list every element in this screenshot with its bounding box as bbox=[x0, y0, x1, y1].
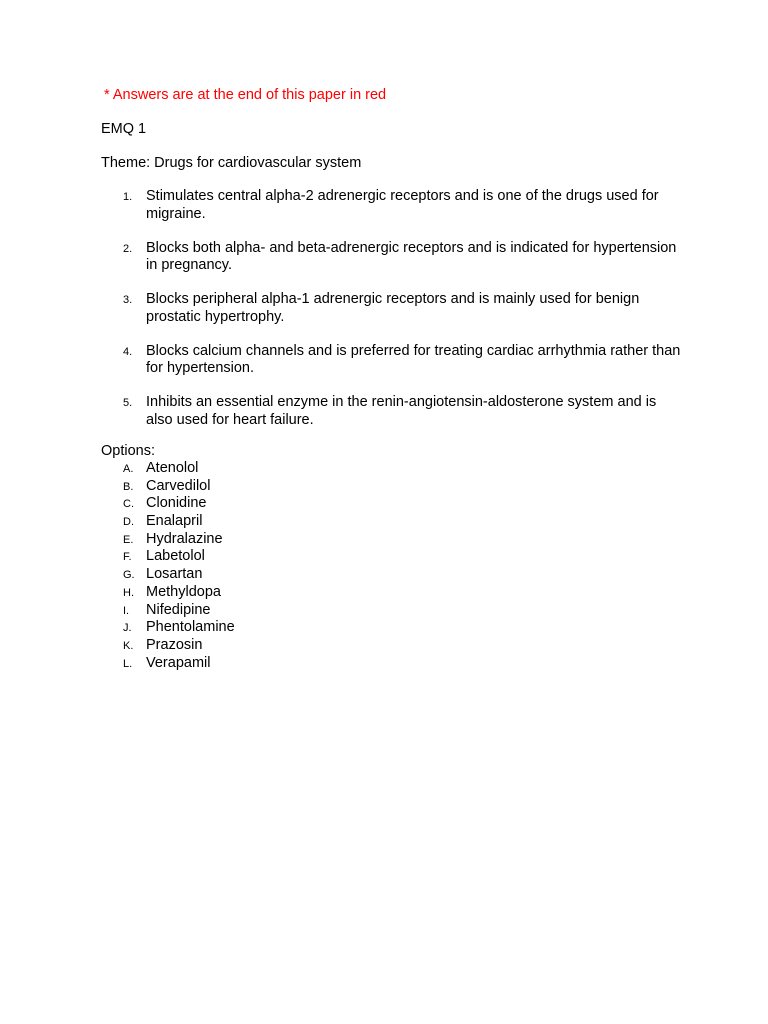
option-item bbox=[101, 460, 235, 478]
option-letter: C. bbox=[123, 498, 134, 511]
question-number: 3. bbox=[123, 294, 133, 306]
option-letter: F. bbox=[123, 551, 132, 564]
question-text: Blocks both alpha- and beta-adrenergic receptors and is indicated for hypertension in pregnancy. bbox=[146, 239, 677, 273]
option-text: Methyldopa bbox=[146, 583, 221, 600]
option-item bbox=[101, 602, 235, 620]
option-item bbox=[101, 637, 235, 655]
question-text: Stimulates central alpha-2 adrenergic receptors and is one of the drugs used for migraine. bbox=[146, 188, 659, 222]
question-item bbox=[101, 343, 681, 378]
option-item bbox=[101, 531, 235, 549]
option-text: Nifedipine bbox=[146, 601, 211, 618]
option-text: Clonidine bbox=[146, 495, 207, 512]
answers-note: * Answers are at the end of this paper in red bbox=[104, 87, 387, 103]
question-number: 4. bbox=[123, 345, 133, 358]
question-item bbox=[101, 188, 681, 223]
option-item bbox=[101, 495, 235, 513]
option-letter: G. bbox=[123, 569, 135, 582]
option-text: Labetolol bbox=[146, 548, 205, 565]
options-list bbox=[101, 460, 235, 672]
option-letter: B. bbox=[123, 480, 134, 493]
theme-heading: Theme: Drugs for cardiovascular system bbox=[101, 155, 362, 171]
option-letter: A. bbox=[123, 463, 134, 475]
option-text: Losartan bbox=[146, 566, 203, 583]
option-text: Prazosin bbox=[146, 636, 203, 653]
option-letter: D. bbox=[123, 516, 134, 529]
option-letter: I. bbox=[123, 604, 130, 617]
option-text: Phentolamine bbox=[146, 619, 235, 636]
options-label: Options: bbox=[101, 443, 155, 459]
option-item bbox=[101, 619, 235, 637]
option-letter: L. bbox=[123, 657, 133, 670]
question-item bbox=[101, 240, 681, 275]
option-item bbox=[101, 478, 235, 496]
question-item bbox=[101, 394, 681, 429]
option-letter: K. bbox=[123, 639, 134, 652]
option-letter: H. bbox=[123, 586, 134, 599]
emq-title: EMQ 1 bbox=[101, 121, 147, 137]
option-item bbox=[101, 566, 235, 584]
question-text: Inhibits an essential enzyme in the renin-angiotensin-aldosterone system and is also used for heart failure. bbox=[146, 394, 657, 428]
option-item bbox=[101, 548, 235, 566]
question-number: 1. bbox=[123, 191, 133, 203]
question-number: 2. bbox=[123, 242, 133, 255]
option-text: Enalapril bbox=[146, 513, 203, 530]
option-text: Carvedilol bbox=[146, 477, 211, 494]
question-text: Blocks peripheral alpha-1 adrenergic receptors and is mainly used for benign prostatic hypertrophy. bbox=[146, 291, 640, 325]
option-letter: J. bbox=[123, 622, 132, 635]
question-text: Blocks calcium channels and is preferred for treating cardiac arrhythmia rather than for hypertension. bbox=[146, 342, 681, 376]
option-item bbox=[101, 513, 235, 531]
option-letter: E. bbox=[123, 533, 134, 546]
option-text: Verapamil bbox=[146, 654, 211, 671]
question-list bbox=[101, 188, 681, 446]
option-item bbox=[101, 655, 235, 673]
question-item bbox=[101, 291, 681, 326]
option-text: Atenolol bbox=[146, 460, 199, 476]
question-number: 5. bbox=[123, 397, 133, 409]
option-item bbox=[101, 584, 235, 602]
option-text: Hydralazine bbox=[146, 530, 223, 547]
